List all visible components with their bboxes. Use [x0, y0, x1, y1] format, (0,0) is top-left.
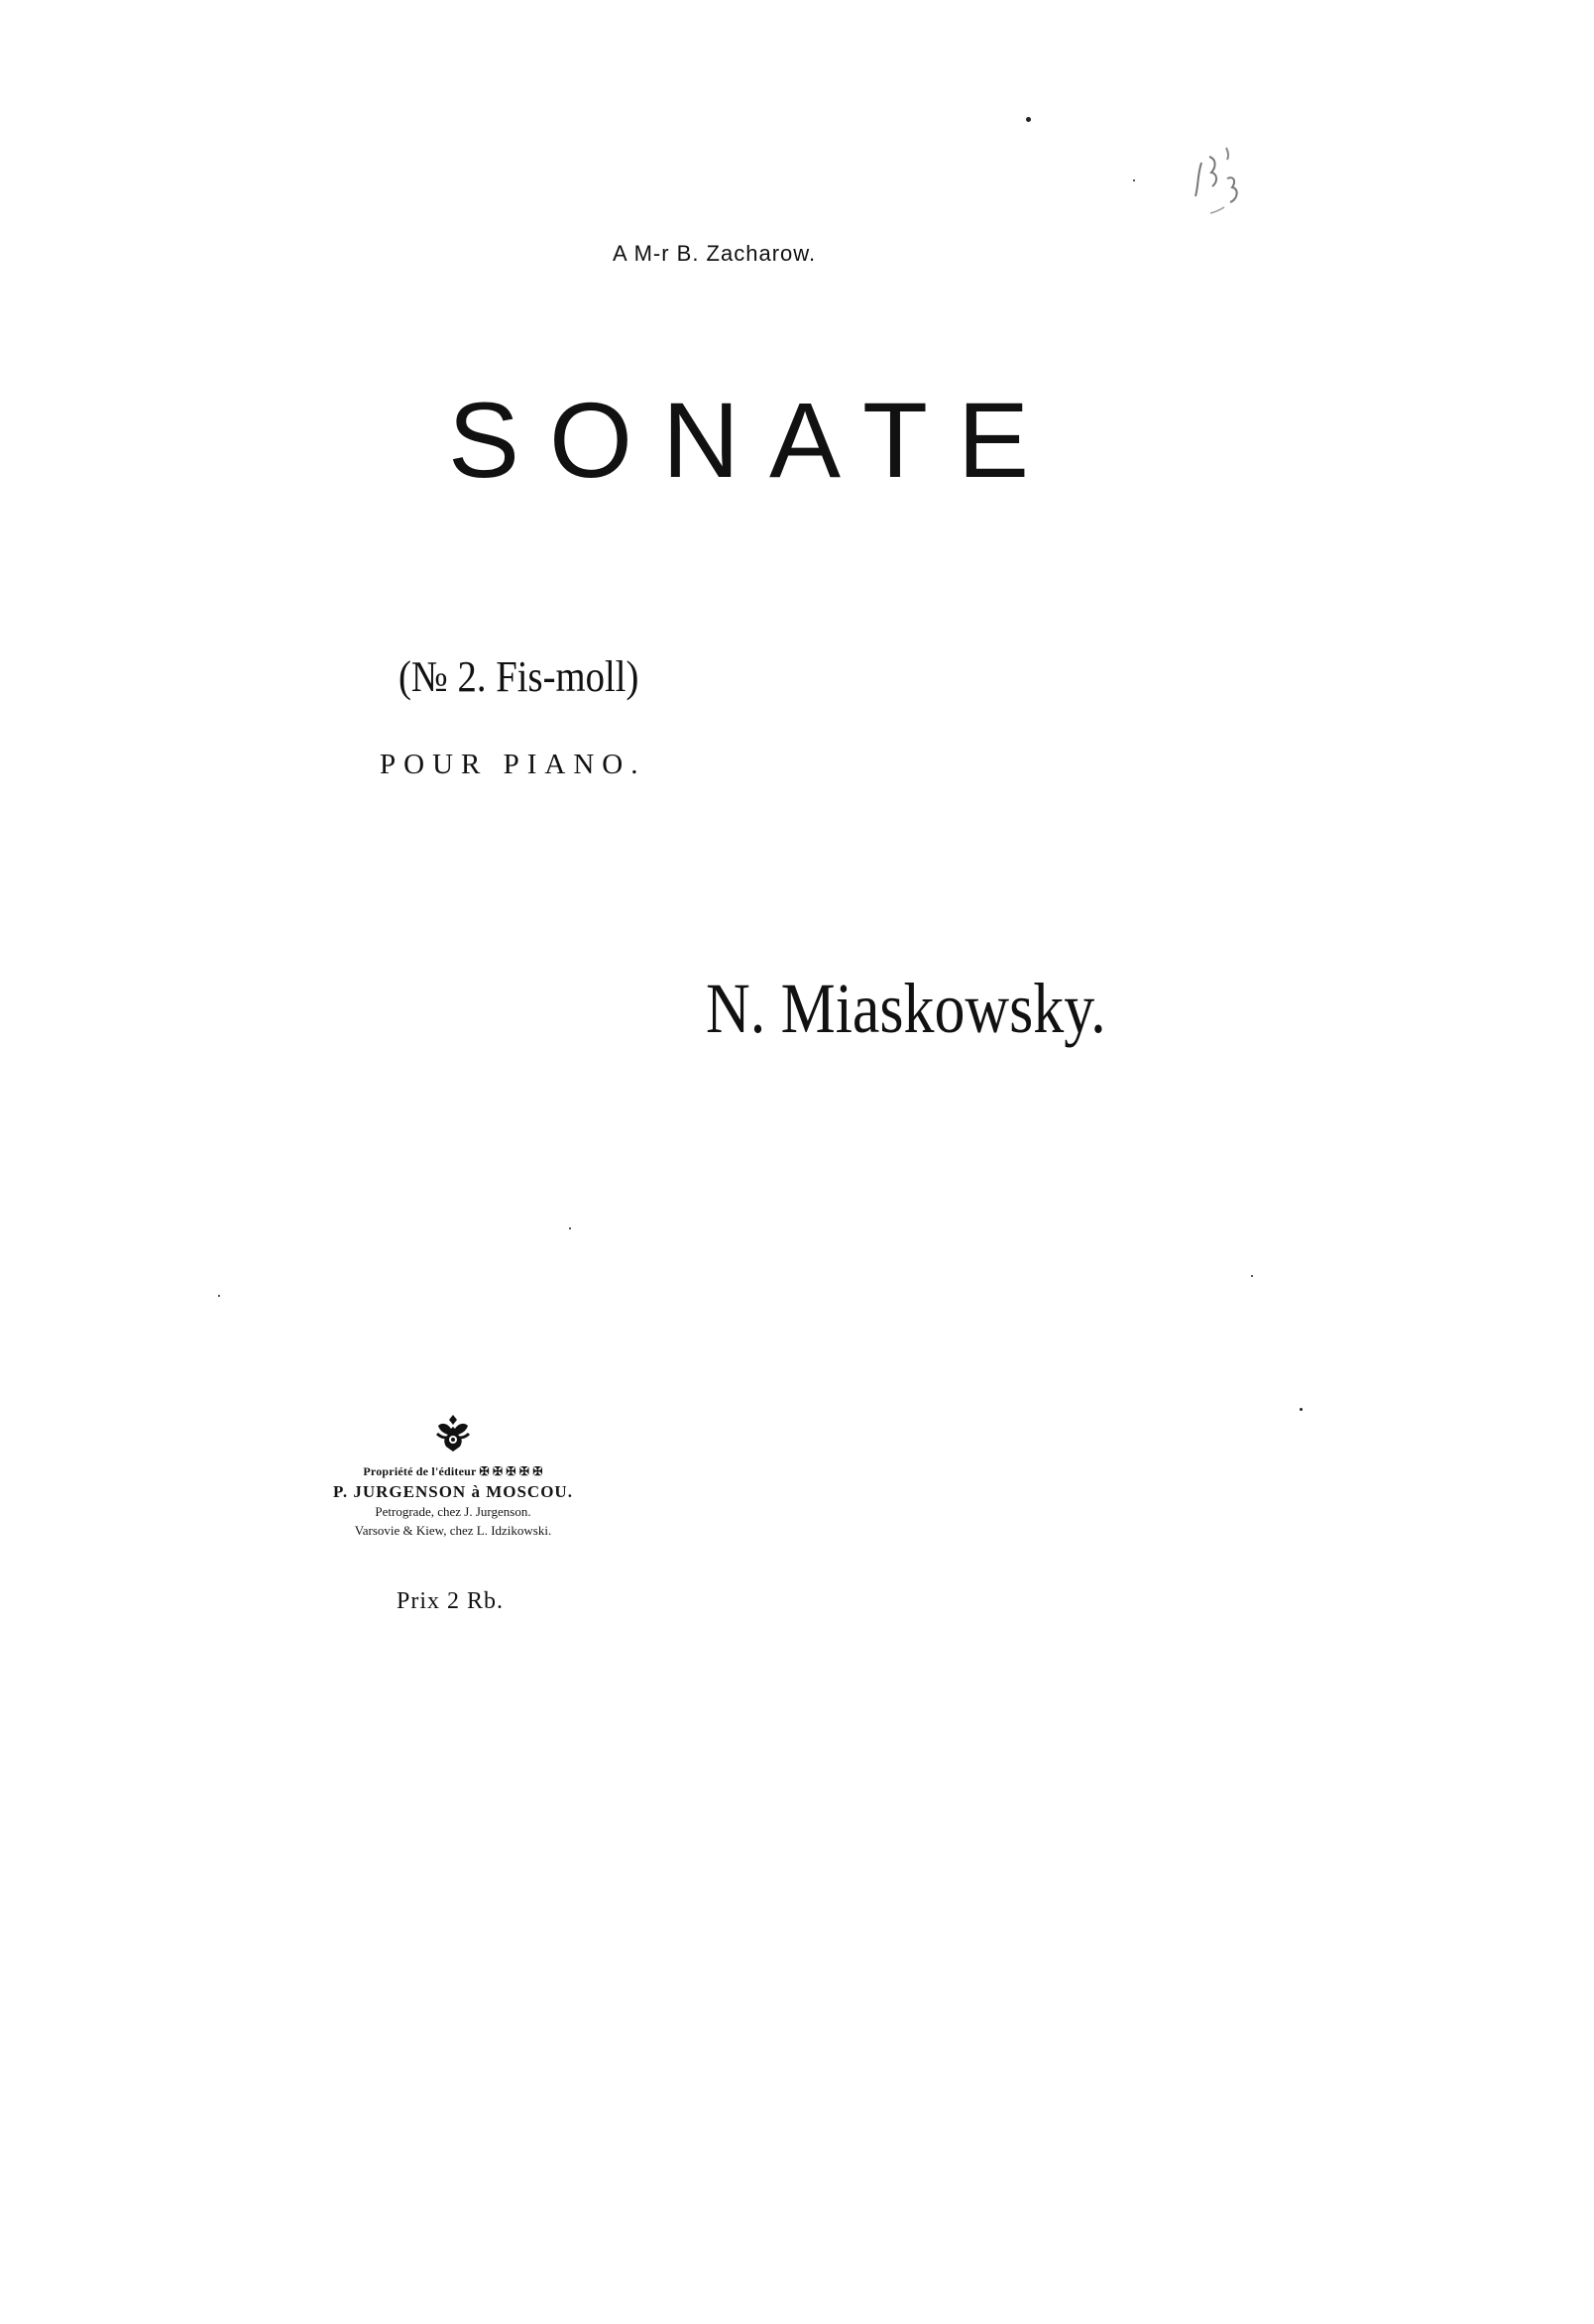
- paper-speck: [1300, 1408, 1303, 1411]
- page-title: SONATE: [448, 380, 1060, 500]
- publisher-city-line-1: Petrograde, chez J. Jurgenson.: [375, 1504, 531, 1520]
- publisher-property-line: Propriété de l'éditeur ✠ ✠ ✠ ✠ ✠: [363, 1464, 543, 1478]
- paper-speck: [1026, 117, 1031, 122]
- paper-speck: [218, 1295, 220, 1297]
- dedication: A M-r B. Zacharow.: [613, 241, 817, 266]
- handwritten-archive-mark-icon: [1188, 139, 1257, 216]
- composer-name: N. Miaskowsky.: [706, 969, 1106, 1048]
- publisher-name: P. JURGENSON à MOSCOU.: [333, 1482, 573, 1501]
- imperial-eagle-icon: [430, 1411, 476, 1456]
- instrumentation: POUR PIANO.: [380, 749, 646, 780]
- paper-speck: [1251, 1275, 1253, 1277]
- work-number-key: (№ 2. Fis-moll): [398, 652, 639, 701]
- paper-speck: [569, 1227, 571, 1229]
- price: Prix 2 Rb.: [397, 1588, 505, 1614]
- paper-speck: [1133, 179, 1135, 181]
- publisher-city-line-2: Varsovie & Kiew, chez L. Idzikowski.: [354, 1522, 552, 1538]
- publisher-imprint: [323, 1411, 583, 1539]
